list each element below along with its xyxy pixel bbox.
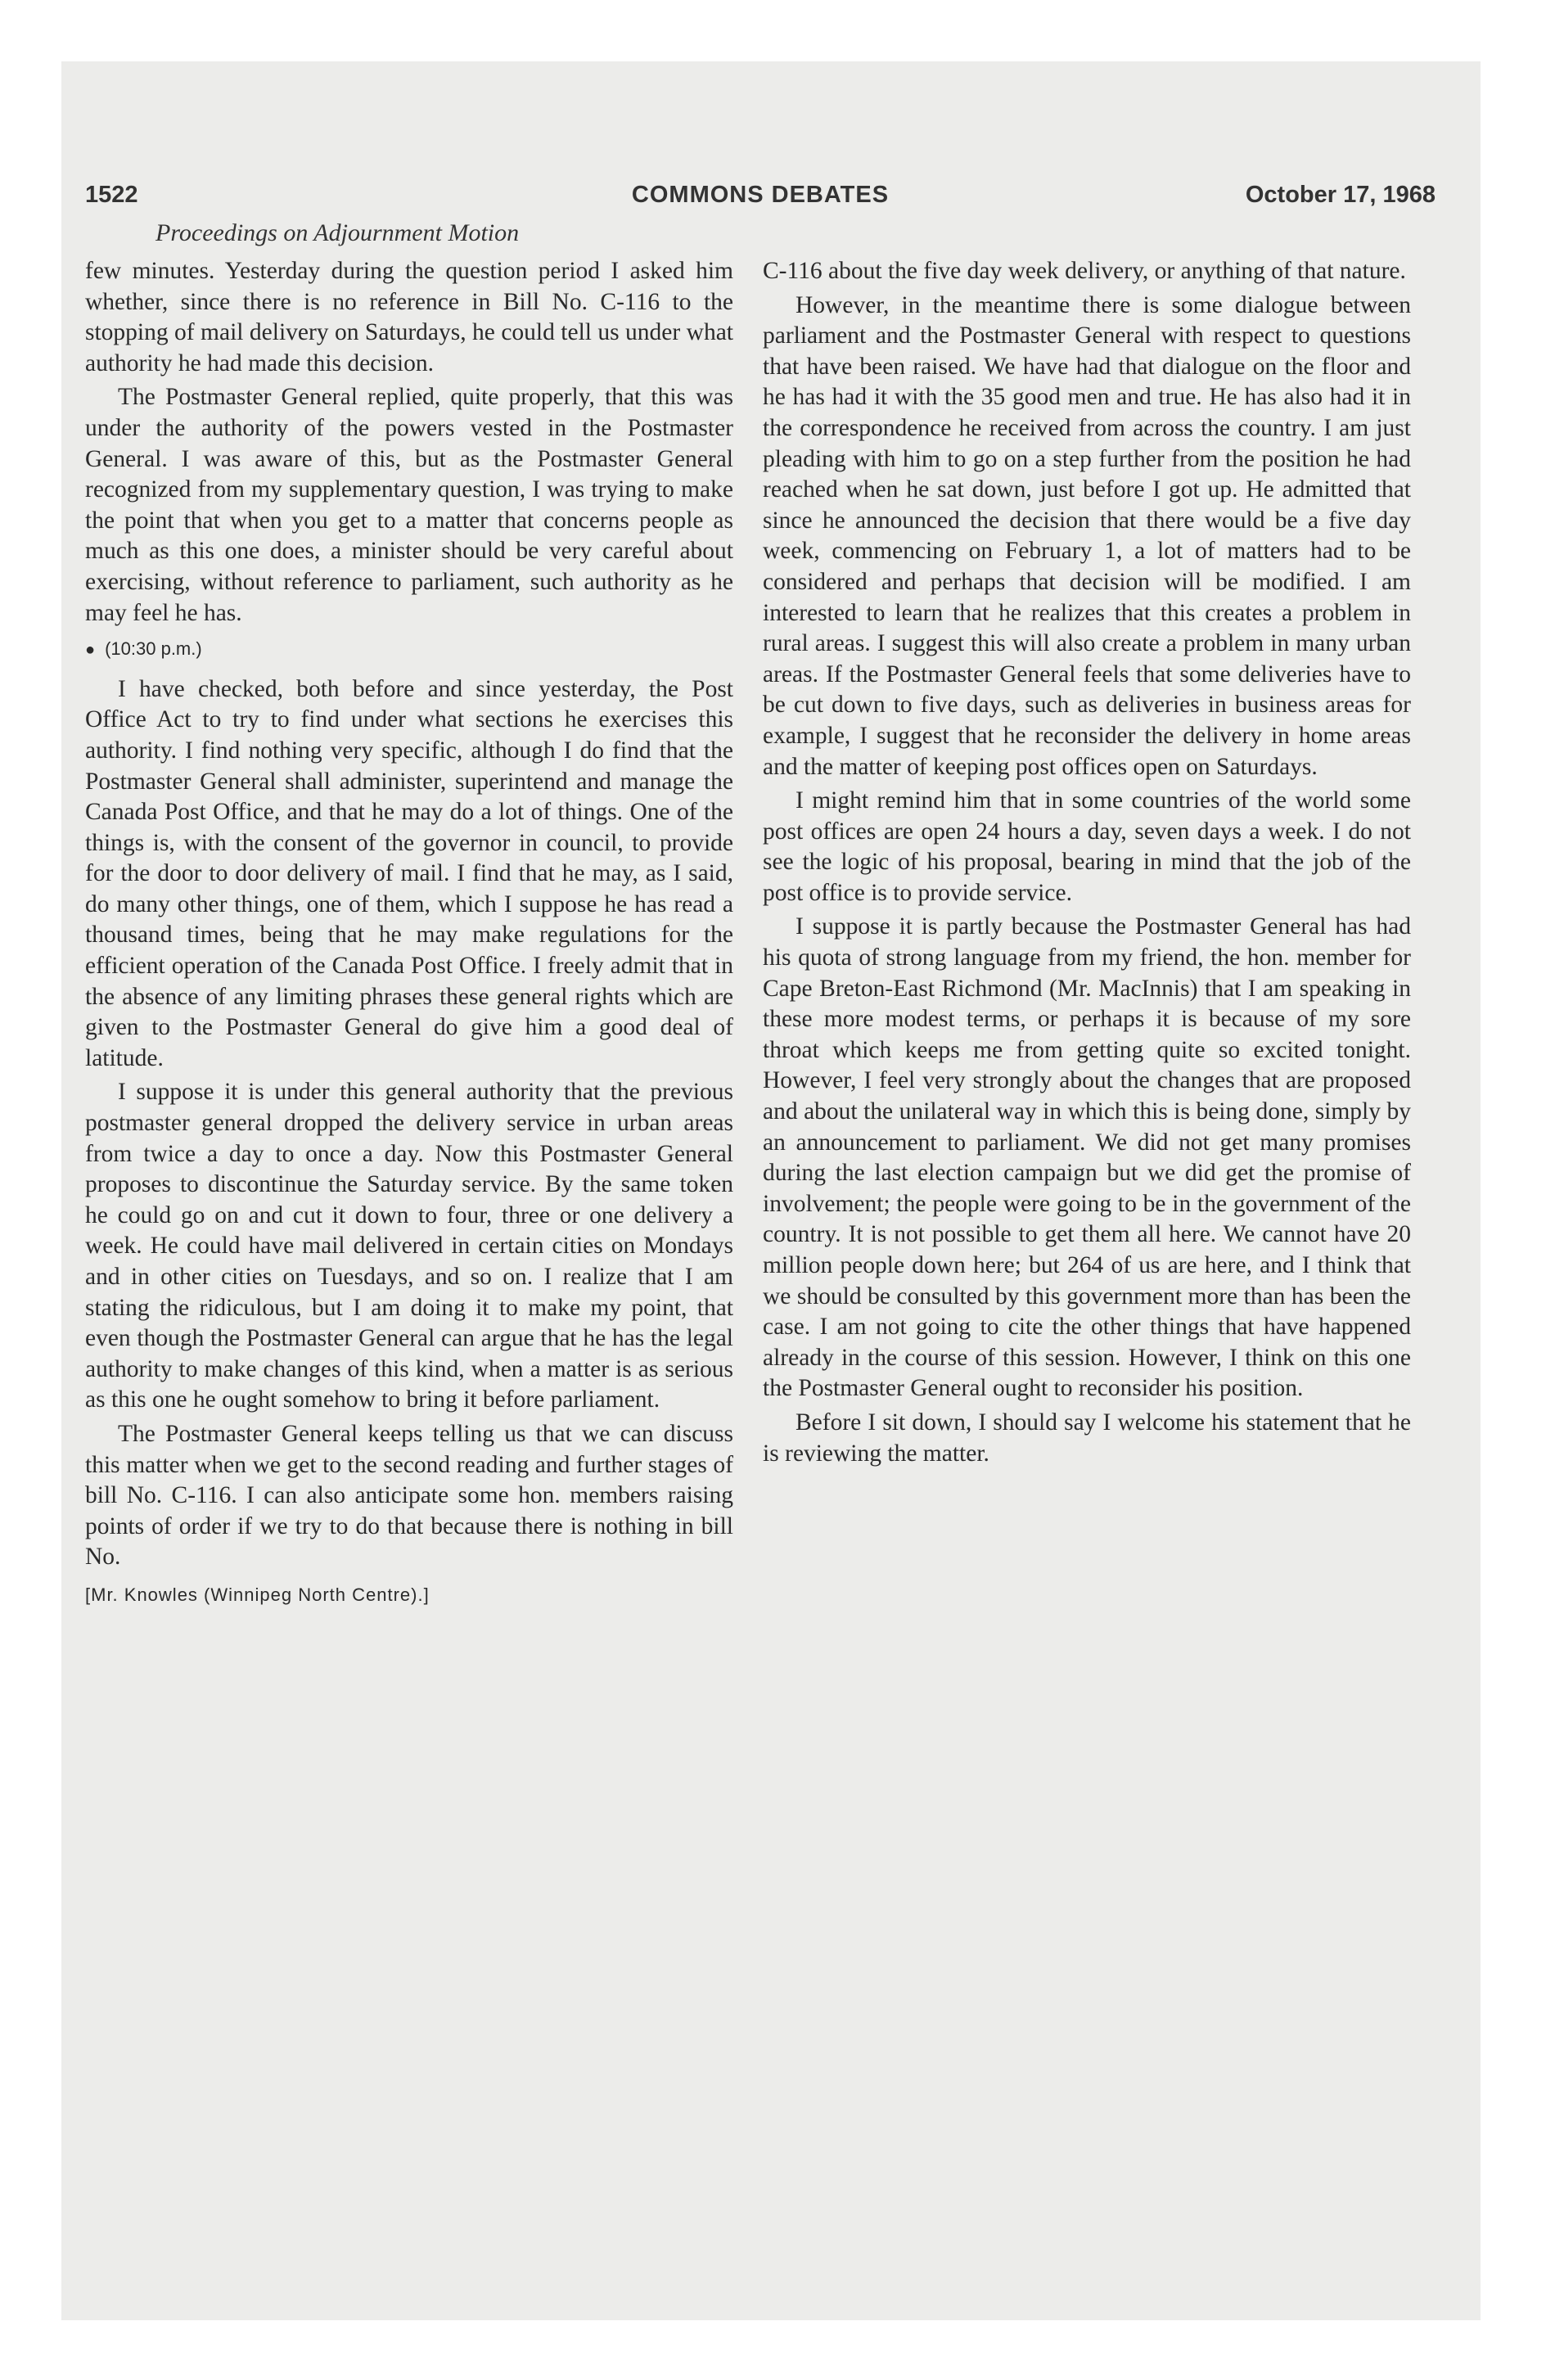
speaker-attribution: [Mr. Knowles (Winnipeg North Centre).] <box>85 1584 430 1605</box>
paragraph: I might remind him that in some countries of the world some post offices are open 24 hours a day, seven days a week. I do not see the logic of his proposal, bearing in mind that the job of the post office is to provide service. <box>763 787 1411 906</box>
section-subheading: Proceedings on Adjournment Motion <box>156 219 520 246</box>
publication-title: COMMONS DEBATES <box>631 182 890 208</box>
paragraph: I have checked, both before and since yesterday, the Post Office Act to try to find under what sections he exercises this authority. I find nothing very specific, although I do find that the Postmaster General shall administer, superintend and manage the Canada Post Office, and that he may do a lot of things. One of the things is, with the consent of the governor in council, to provide for the door to door delivery of mail. I find that he may, as I said, do many other things, one of them, which I suppose he has read a thousand times, being that he may make regulations for the efficient operation of the Canada Post Office. I freely admit that in the absence of any limiting phrases these general rights which are given to the Postmaster General do give him a good deal of latitude. <box>85 675 733 1071</box>
paragraph: few minutes. Yesterday during the question period I asked him whether, since there is no reference in Bill No. C-116 to the stopping of mail delivery on Saturdays, he could tell us under what authority he had made this decision. <box>85 258 733 376</box>
paragraph: However, in the meantime there is some dialogue between parliament and the Postmaster General with respect to questions that have been raised. We have had that dialogue on the floor and he has had it with the 35 good men and true. He has also had it in the correspondence he received from across the country. I am just pleading with him to go on a step further from the position he had reached when he sat down, just before I got up. He admitted that since he announced the decision that there would be a five day week, commencing on February 1, a lot of matters had to be considered and perhaps that decision will be modified. I am interested to learn that he realizes that this creates a problem in rural areas. I suggest this will also create a problem in many urban areas. If the Postmaster General feels that some deliveries have to be cut down to five days, such as deliveries in business areas for example, I suggest that he reconsider the delivery in home areas and the matter of keeping post offices open on Saturdays. <box>763 291 1411 780</box>
paragraph: I suppose it is partly because the Postmaster General has had his quota of strong language from my friend, the hon. member for Cape Breton-East Richmond (Mr. MacInnis) that I am speaking in these more modest terms, or perhaps it is because of my sore throat which keeps me from getting quite so excited tonight. However, I feel very strongly about the changes that are proposed and about the unilateral way in which this is being done, simply by an announcement to parliament. We did not get many promises during the last election campaign but we did get the promise of involvement; the people were going to be in the government of the country. It is not possible to get them all here. We cannot have 20 million people down here; but 264 of us are here, and I think that we should be consulted by this government more than has been the case. I am not going to cite the other things that have happened already in the course of this session. However, I think on this one the Postmaster General ought to reconsider his position. <box>763 913 1411 1402</box>
page-date: October 17, 1968 <box>1245 182 1436 208</box>
paragraph: Before I sit down, I should say I welcome his statement that he is reviewing the matter. <box>763 1409 1411 1467</box>
paragraph: The Postmaster General keeps telling us that we can discuss this matter when we get to the second reading and further stages of bill No. C-116. I can also anticipate some hon. members raising points of order if we try to do that because there is nothing in bill No. <box>85 1420 733 1571</box>
left-column <box>85 256 733 1611</box>
bullet-icon: ● <box>85 641 96 660</box>
paragraph: The Postmaster General replied, quite properly, that this was under the authority of the powers vested in the Postmaster General. I was aware of this, but as the Postmaster General recognized from my supplementary question, I was trying to make the point that when you get to a matter that concerns people as much as this one does, a minister should be very careful about exercising, without reference to parliament, such authority as he may feel he has. <box>85 384 733 626</box>
page-number: 1522 <box>85 182 138 208</box>
right-column <box>763 256 1411 1472</box>
paragraph: I suppose it is under this general authority that the previous postmaster general dropped the delivery service in urban areas from twice a day to once a day. Now this Postmaster General proposes to discontinue the Saturday service. By the same token he could go on and cut it down to four, three or one delivery a week. He could have mail delivered in certain cities on Mondays and in other cities on Tuesdays, and so on. I realize that I am stating the ridiculous, but I am doing it to make my point, that even though the Postmaster General can argue that he has the legal authority to make changes of this kind, when a matter is as serious as this one he ought somehow to bring it before parliament. <box>85 1079 733 1413</box>
paragraph: C-116 about the five day week delivery, or anything of that nature. <box>763 258 1406 284</box>
page-header <box>85 182 1436 214</box>
time-marker <box>85 633 733 666</box>
time-marker-text: (10:30 p.m.) <box>105 638 202 660</box>
